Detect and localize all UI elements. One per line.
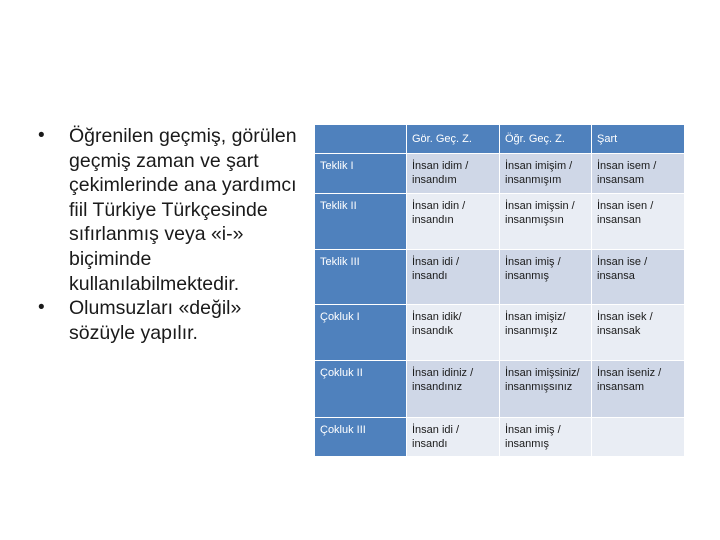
row-label: Çokluk III xyxy=(315,418,407,457)
table-cell: İnsan idiniz / insandınız xyxy=(407,361,500,418)
bullet-item: • Öğrenilen geçmiş, görülen geçmiş zaman ve şart çekimlerinde ana yardımcı fiil Türkiye Türkçesinde sıfırlanmış veya «i-» biçiminde kullanılabilmektedir. xyxy=(38,125,297,295)
table-cell: İnsan idin / insandın xyxy=(407,194,500,250)
table-cell: İnsan ise / insansa xyxy=(592,250,685,305)
table-cell: İnsan idik/ insandık xyxy=(407,305,500,361)
conjugation-table xyxy=(314,124,685,457)
row-label: Teklik III xyxy=(315,250,407,305)
table-row xyxy=(315,194,685,250)
table-row xyxy=(315,418,685,457)
table-row xyxy=(315,361,685,418)
table-cell: İnsan imişim / insanmışım xyxy=(500,154,592,194)
table-cell: İnsan idim / insandım xyxy=(407,154,500,194)
table-row xyxy=(315,250,685,305)
bullet-dot-icon: • xyxy=(38,125,45,146)
table-cell: İnsan isem / insansam xyxy=(592,154,685,194)
table-cell: İnsan imişiz/ insanmışız xyxy=(500,305,592,361)
table-cell: İnsan isek / insansak xyxy=(592,305,685,361)
table-cell: İnsan isen / insansan xyxy=(592,194,685,250)
table-row xyxy=(315,154,685,194)
row-label: Teklik II xyxy=(315,194,407,250)
table-cell xyxy=(592,418,685,457)
table-cell: İnsan imiş / insanmış xyxy=(500,418,592,457)
table-cell: İnsan iseniz / insansam xyxy=(592,361,685,418)
table-cell: İnsan idi / insandı xyxy=(407,250,500,305)
bullet-dot-icon: • xyxy=(38,297,45,319)
header-gor-gec: Gör. Geç. Z. xyxy=(407,125,500,154)
table-cell: İnsan imiş / insanmış xyxy=(500,250,592,305)
bullet-item: • Olumsuzları «değil» sözüyle yapılır. xyxy=(38,297,242,344)
row-label: Çokluk I xyxy=(315,305,407,361)
header-ogr-gec: Öğr. Geç. Z. xyxy=(500,125,592,154)
table-cell: İnsan imişsin / insanmışsın xyxy=(500,194,592,250)
bullet-list xyxy=(36,124,308,345)
row-label: Çokluk II xyxy=(315,361,407,418)
table-row xyxy=(315,305,685,361)
table-header-row xyxy=(315,125,685,154)
header-empty xyxy=(315,125,407,154)
row-label: Teklik I xyxy=(315,154,407,194)
table-cell: İnsan imişsiniz/ insanmışsınız xyxy=(500,361,592,418)
table-cell: İnsan idi / insandı xyxy=(407,418,500,457)
header-sart: Şart xyxy=(592,125,685,154)
